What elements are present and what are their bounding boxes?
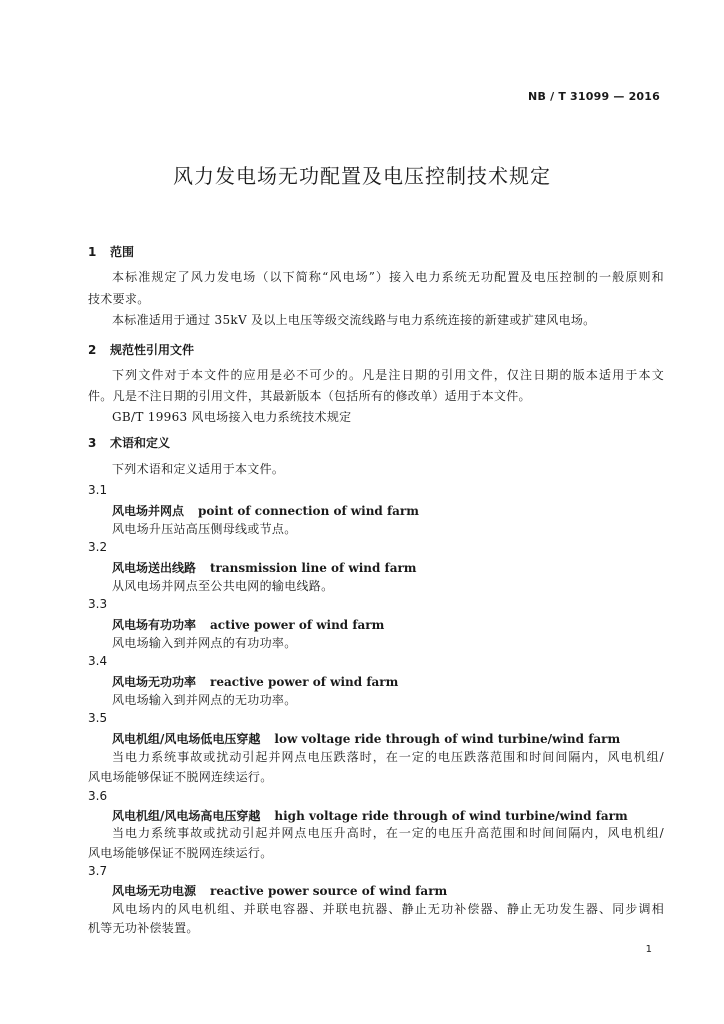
paragraph-line: GB/T 19963 风电场接入电力系统技术规定 (112, 410, 352, 424)
section-title: 规范性引用文件 (110, 343, 195, 357)
section-heading-3 (88, 434, 170, 451)
term-cn: 风电场无功功率 (112, 675, 197, 689)
term-number: 3.3 (88, 597, 108, 611)
term-cn: 风电场送出线路 (112, 561, 197, 575)
term-entry (112, 559, 417, 576)
section-heading-1 (88, 243, 134, 260)
term-en: point of connection of wind farm (198, 504, 419, 518)
term-entry (112, 502, 419, 519)
page-number: 1 (645, 944, 652, 955)
term-number: 3.7 (88, 864, 108, 878)
term-number: 3.1 (88, 483, 108, 497)
term-en: high voltage ride through of wind turbine/wind farm (274, 809, 628, 823)
term-definition: 风电场内的风电机组、并联电容器、并联电抗器、静止无功补偿器、静止无功发生器、同步调相 (112, 902, 664, 916)
paragraph-line: 本标准适用于通过 35kV 及以上电压等级交流线路与电力系统连接的新建或扩建风电场。 (112, 313, 596, 327)
term-cn: 风电机组/风电场低电压穿越 (112, 732, 261, 746)
term-cn: 风电场并网点 (112, 504, 185, 518)
term-number: 3.5 (88, 711, 108, 725)
term-entry (112, 730, 620, 747)
term-en: active power of wind farm (210, 618, 385, 632)
term-definition: 当电力系统事故或扰动引起并网点电压升高时，在一定的电压升高范围和时间间隔内，风电机组/ (112, 826, 664, 840)
section-number: 3 (88, 436, 97, 450)
term-en: transmission line of wind farm (210, 561, 417, 575)
term-definition: 风电场输入到并网点的有功功率。 (112, 636, 297, 650)
term-definition: 风电场能够保证不脱网连续运行。 (88, 770, 273, 784)
term-en: low voltage ride through of wind turbine/wind farm (274, 732, 621, 746)
document-title: 风力发电场无功配置及电压控制技术规定 (173, 164, 551, 188)
term-definition: 当电力系统事故或扰动引起并网点电压跌落时，在一定的电压跌落范围和时间间隔内，风电机组/ (112, 750, 664, 764)
section-title: 范围 (110, 245, 135, 259)
term-entry (112, 616, 384, 633)
term-cn: 风电机组/风电场高电压穿越 (112, 809, 261, 823)
term-definition: 风电场能够保证不脱网连续运行。 (88, 846, 273, 860)
term-definition: 风电场升压站高压侧母线或节点。 (112, 522, 297, 536)
paragraph-line: 件。凡是不注日期的引用文件，其最新版本（包括所有的修改单）适用于本文件。 (88, 389, 531, 403)
term-cn: 风电场无功电源 (112, 884, 197, 898)
standard-number: NB / T 31099 — 2016 (528, 90, 660, 103)
section-heading-2 (88, 341, 194, 358)
term-definition: 风电场输入到并网点的无功功率。 (112, 693, 297, 707)
term-number: 3.2 (88, 540, 108, 554)
section-title: 术语和定义 (110, 436, 171, 450)
paragraph-line: 下列术语和定义适用于本文件。 (112, 462, 285, 476)
paragraph-line: 下列文件对于本文件的应用是必不可少的。凡是注日期的引用文件，仅注日期的版本适用于本文 (112, 368, 664, 382)
term-entry (112, 807, 628, 824)
term-number: 3.6 (88, 789, 108, 803)
section-number: 1 (88, 245, 97, 259)
term-number: 3.4 (88, 654, 108, 668)
term-entry (112, 882, 447, 899)
term-definition: 从风电场并网点至公共电网的输电线路。 (112, 579, 334, 593)
term-en: reactive power source of wind farm (210, 884, 448, 898)
section-number: 2 (88, 343, 97, 357)
paragraph-line: 本标准规定了风力发电场（以下简称“风电场”）接入电力系统无功配置及电压控制的一般原则和 (112, 270, 664, 284)
term-cn: 风电场有功功率 (112, 618, 197, 632)
term-definition: 机等无功补偿装置。 (88, 921, 199, 935)
paragraph-line: 技术要求。 (88, 292, 150, 306)
term-entry (112, 673, 398, 690)
term-en: reactive power of wind farm (210, 675, 399, 689)
